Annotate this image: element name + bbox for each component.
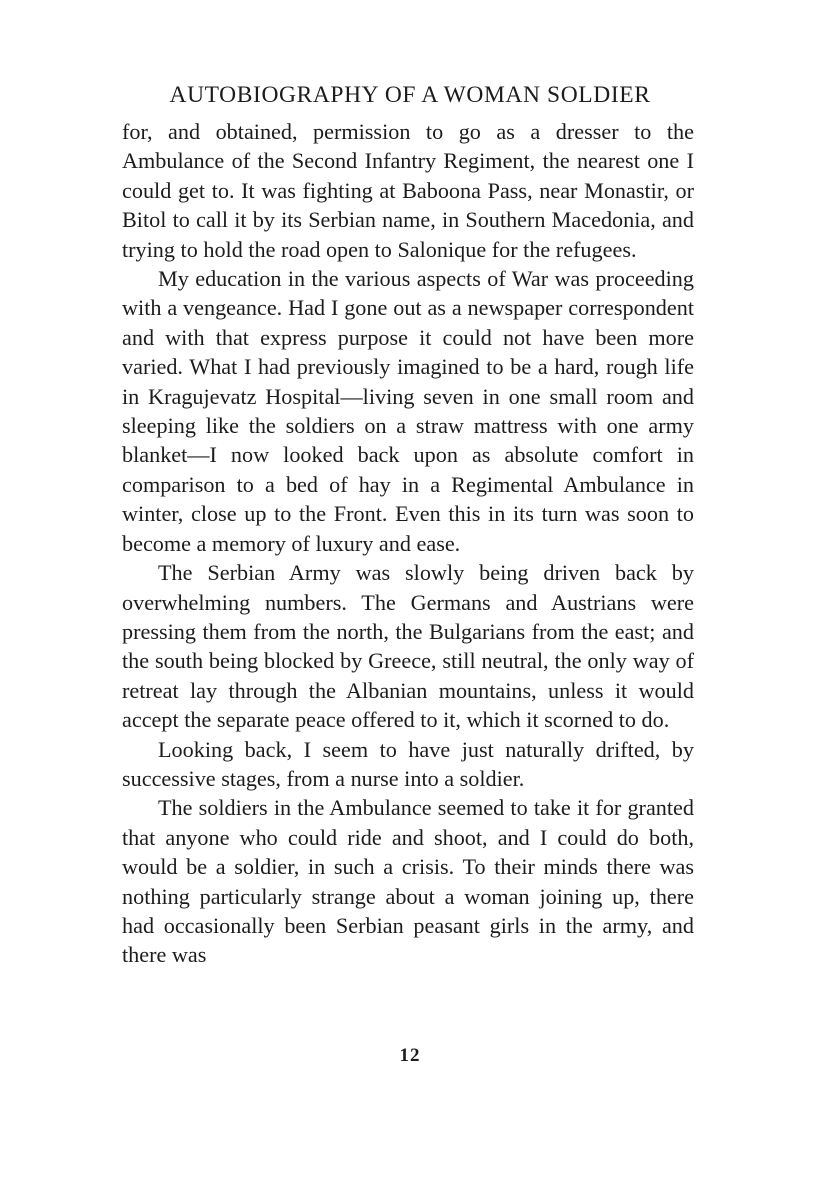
running-head: AUTOBIOGRAPHY OF A WOMAN SOLDIER [169, 82, 651, 108]
paragraph: Looking back, I seem to have just naturally drifted, by successive stages, from a nurse into a soldier. [122, 736, 694, 791]
paragraph: The Serbian Army was slowly being driven back by overwhelming numbers. The Germans and Austrians were pressing them from the north, the Bulgarians from the east; and the south being blocked by Greece, still neutral, the only way of retreat lay through the Albanian mountains, unless it would accept the separate peace offered to it, which it scorned to do. [122, 560, 694, 733]
paragraph-continued: for, and obtained, permission to go as a dresser to the Ambulance of the Second Infantry Regiment, the nearest one I could get to. It was fighting at Baboona Pass, near Monastir, or Bitol to call it by its Serbian name, in Southern Macedonia, and trying to hold the road open to Salonique for the refugees. [122, 119, 694, 262]
body-text [122, 117, 694, 970]
page-number: 12 [399, 1045, 421, 1066]
paragraph: The soldiers in the Ambulance seemed to take it for granted that anyone who could ride and shoot, and I could do both, would be a soldier, in such a crisis. To their minds there was nothing particularly strange about a woman joining up, there had occasionally been Serbian peasant girls in the army, and there was [122, 795, 694, 968]
paragraph: My education in the various aspects of War was proceeding with a vengeance. Had I gone out as a newspaper correspondent and with that express purpose it could not have been more varied. What I had previously imagined to be a hard, rough life in Kragujevatz Hospital—living seven in one small room and sleeping like the soldiers on a straw mattress with one army blanket—I now looked back upon as absolute comfort in comparison to a bed of hay in a Regimental Ambulance in winter, close up to the Front. Even this in its turn was soon to become a memory of luxury and ease. [122, 266, 694, 556]
